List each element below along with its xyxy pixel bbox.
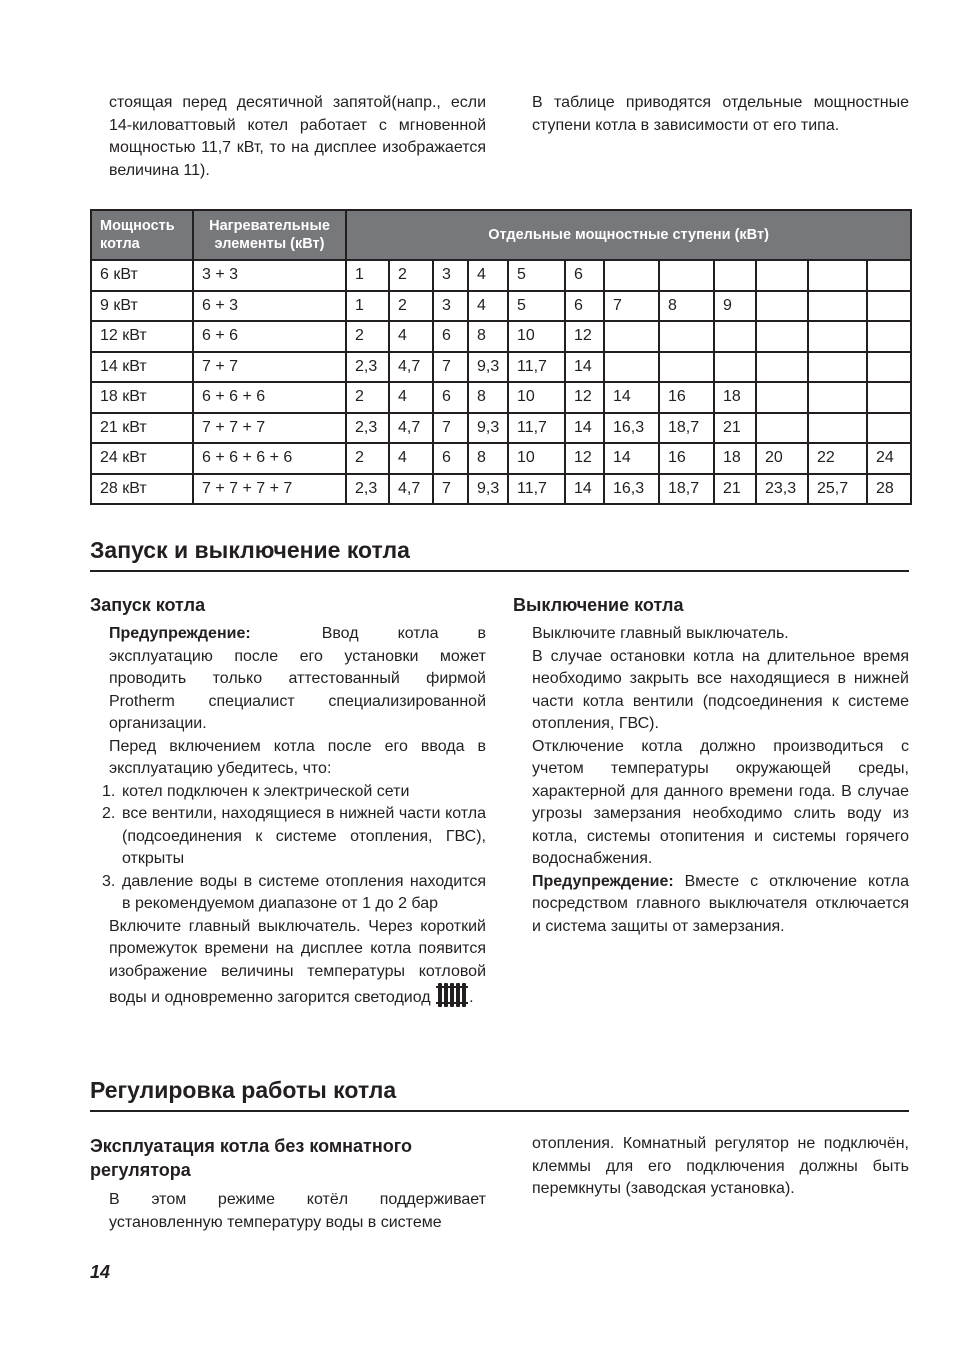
cell-step — [867, 382, 911, 413]
cell-step: 24 — [867, 443, 911, 474]
regulation-left-text: В этом режиме котёл поддерживает установленную температуру воды в системе — [109, 1191, 486, 1231]
cell-step: 4 — [468, 291, 508, 322]
stop-p1: Выключите главный выключатель. — [532, 625, 789, 642]
table-header-row — [91, 210, 911, 260]
cell-step: 16,3 — [604, 474, 659, 505]
warning-text: Ввод котла в эксплуатацию после его установки может проводить только аттестованный фирмой Protherm специалист специализированной организации. — [109, 625, 487, 732]
header-elements: Нагревательные элементы (кВт) — [193, 210, 346, 260]
cell-elements: 7 + 7 — [193, 352, 346, 383]
cell-step — [808, 260, 867, 291]
cell-power: 6 кВт — [91, 260, 193, 291]
cell-step: 18 — [714, 382, 756, 413]
cell-step: 1 — [346, 291, 389, 322]
cell-step — [756, 260, 808, 291]
cell-step — [659, 260, 714, 291]
cell-step: 14 — [604, 443, 659, 474]
cell-step: 5 — [508, 260, 565, 291]
warning-text: Вместе с отключение котла посредством главного выключателя отключается и система защиты от замерзания. — [532, 872, 909, 935]
cell-step: 8 — [468, 382, 508, 413]
header-power: Мощность котла — [91, 210, 193, 260]
cell-step: 4 — [468, 260, 508, 291]
page-number: 14 — [90, 1262, 111, 1282]
cell-step — [714, 321, 756, 352]
cell-step: 12 — [565, 321, 604, 352]
cell-step: 9 — [714, 291, 756, 322]
cell-step: 28 — [867, 474, 911, 505]
cell-step: 4 — [389, 382, 433, 413]
cell-step: 8 — [468, 321, 508, 352]
cell-elements: 3 + 3 — [193, 260, 346, 291]
cell-step: 10 — [508, 382, 565, 413]
cell-power: 14 кВт — [91, 352, 193, 383]
cell-step: 10 — [508, 321, 565, 352]
table-row — [91, 352, 911, 383]
cell-step: 9,3 — [468, 474, 508, 505]
cell-step — [756, 321, 808, 352]
cell-elements: 7 + 7 + 7 — [193, 413, 346, 444]
stop-content — [532, 623, 909, 938]
cell-step: 16 — [659, 443, 714, 474]
cell-step: 4 — [389, 443, 433, 474]
cell-step: 10 — [508, 443, 565, 474]
cell-step: 8 — [468, 443, 508, 474]
cell-step: 6 — [565, 291, 604, 322]
cell-step — [659, 321, 714, 352]
cell-step: 4,7 — [389, 413, 433, 444]
cell-step: 4 — [389, 321, 433, 352]
cell-power: 12 кВт — [91, 321, 193, 352]
cell-step — [867, 352, 911, 383]
cell-step: 4,7 — [389, 352, 433, 383]
section-title-start-stop: Запуск и выключение котла — [90, 537, 410, 563]
cell-step: 18 — [714, 443, 756, 474]
start-final-text: Включите главный выключатель. Через короткий промежуток времени на дисплее котла появится изображение величины температуры котловой воды и одновременно загорится светодиод . — [109, 916, 486, 1015]
cell-step — [756, 413, 808, 444]
radiator-icon — [436, 983, 468, 1015]
cell-step: 7 — [604, 291, 659, 322]
start-content — [102, 623, 487, 1015]
cell-step — [808, 352, 867, 383]
cell-step: 2 — [346, 443, 389, 474]
cell-step: 6 — [565, 260, 604, 291]
header-steps: Отдельные мощностные ступени (кВт) — [346, 210, 911, 260]
table-row — [91, 291, 911, 322]
cell-step: 14 — [604, 382, 659, 413]
section-title-regulation: Регулировка работы котла — [90, 1077, 397, 1103]
cell-step: 14 — [565, 474, 604, 505]
intro-left-text: стоящая перед десятичной запятой(напр., если 14-киловаттовый котел работает с мгновенной мощностью 11,7 кВт, то на дисплее изображается величина 11). — [109, 94, 486, 179]
cell-step — [867, 413, 911, 444]
cell-step: 6 — [433, 321, 468, 352]
cell-step: 1 — [346, 260, 389, 291]
cell-step — [659, 352, 714, 383]
cell-elements: 6 + 6 + 6 + 6 — [193, 443, 346, 474]
cell-step: 6 — [433, 382, 468, 413]
cell-step: 2,3 — [346, 352, 389, 383]
cell-step: 9,3 — [468, 413, 508, 444]
stop-title: Выключение котла — [513, 595, 684, 615]
cell-step: 2,3 — [346, 474, 389, 505]
cell-step: 5 — [508, 291, 565, 322]
cell-step — [756, 382, 808, 413]
table-row — [91, 382, 911, 413]
table-row — [91, 474, 911, 505]
cell-power: 18 кВт — [91, 382, 193, 413]
cell-step — [808, 321, 867, 352]
cell-power: 9 кВт — [91, 291, 193, 322]
cell-step: 11,7 — [508, 413, 565, 444]
cell-step — [867, 260, 911, 291]
cell-step: 2 — [389, 291, 433, 322]
start-warning — [109, 623, 486, 736]
cell-step: 6 — [433, 443, 468, 474]
cell-step: 2 — [389, 260, 433, 291]
section-divider — [90, 1110, 909, 1112]
cell-step — [604, 352, 659, 383]
cell-step: 3 — [433, 291, 468, 322]
warning-label: Предупреждение: — [109, 625, 251, 642]
check-list — [102, 781, 486, 916]
cell-step: 12 — [565, 443, 604, 474]
stop-p2: В случае остановки котла на длительное время необходимо закрыть все находящиеся в нижней части котла вентили (подсоединения к системе отопления, ГВС). — [532, 647, 909, 732]
cell-step: 3 — [433, 260, 468, 291]
section-divider — [90, 570, 909, 572]
table-row — [91, 413, 911, 444]
cell-step: 4,7 — [389, 474, 433, 505]
stop-p3: Отключение котла должно производиться с учетом температуры окружающей среды, характерной для данного времени года. В случае угрозы замерзания необходимо слить воду из котла, системы отопитения и системы горячего водоснабжения. — [532, 737, 909, 867]
table-row — [91, 260, 911, 291]
cell-step: 9,3 — [468, 352, 508, 383]
stop-warning — [532, 871, 909, 939]
power-steps-table — [90, 209, 912, 505]
cell-step: 18,7 — [659, 474, 714, 505]
cell-step — [867, 291, 911, 322]
cell-step — [808, 413, 867, 444]
cell-step: 7 — [433, 413, 468, 444]
cell-step: 16 — [659, 382, 714, 413]
cell-step: 2 — [346, 321, 389, 352]
check-intro: Перед включением котла после его ввода в эксплуатацию убедитесь, что: — [109, 737, 486, 777]
intro-right-text: В таблице приводятся отдельные мощностные ступени котла в зависимости от его типа. — [532, 94, 909, 134]
cell-elements: 7 + 7 + 7 + 7 — [193, 474, 346, 505]
cell-step: 25,7 — [808, 474, 867, 505]
cell-step — [808, 291, 867, 322]
cell-step: 21 — [714, 413, 756, 444]
cell-elements: 6 + 6 + 6 — [193, 382, 346, 413]
cell-step: 11,7 — [508, 352, 565, 383]
cell-step — [756, 291, 808, 322]
cell-power: 24 кВт — [91, 443, 193, 474]
list-item: 3. давление воды в системе отопления находится в рекомендуемом диапазоне от 1 до 2 бар — [102, 872, 486, 912]
cell-step — [808, 382, 867, 413]
cell-step: 18,7 — [659, 413, 714, 444]
cell-step: 7 — [433, 474, 468, 505]
cell-step — [714, 260, 756, 291]
cell-step: 2 — [346, 382, 389, 413]
cell-step: 12 — [565, 382, 604, 413]
cell-step — [604, 321, 659, 352]
cell-step: 21 — [714, 474, 756, 505]
cell-step: 14 — [565, 413, 604, 444]
regulation-right-text: отопления. Комнатный регулятор не подключён, клеммы для его подключения должны быть перемкнуты (заводская установка). — [532, 1135, 909, 1197]
cell-elements: 6 + 3 — [193, 291, 346, 322]
cell-power: 21 кВт — [91, 413, 193, 444]
cell-step — [604, 260, 659, 291]
no-room-regulator-title: Эксплуатация котла без комнатного регулятора — [90, 1136, 412, 1180]
cell-step: 8 — [659, 291, 714, 322]
cell-step — [714, 352, 756, 383]
table-row — [91, 443, 911, 474]
table-body — [91, 260, 911, 504]
cell-step — [756, 352, 808, 383]
cell-step: 23,3 — [756, 474, 808, 505]
cell-step: 7 — [433, 352, 468, 383]
cell-step: 11,7 — [508, 474, 565, 505]
list-item: 1. котел подключен к электрической сети — [102, 782, 410, 800]
cell-step: 16,3 — [604, 413, 659, 444]
cell-step: 20 — [756, 443, 808, 474]
cell-step — [867, 321, 911, 352]
cell-power: 28 кВт — [91, 474, 193, 505]
start-title: Запуск котла — [90, 595, 206, 615]
cell-step: 22 — [808, 443, 867, 474]
warning-label: Предупреждение: — [532, 872, 674, 890]
cell-elements: 6 + 6 — [193, 321, 346, 352]
cell-step: 2,3 — [346, 413, 389, 444]
cell-step: 14 — [565, 352, 604, 383]
list-item: 2. все вентили, находящиеся в нижней части котла (подсоединения к системе отопления, ГВС), открыты — [102, 805, 486, 867]
table-row — [91, 321, 911, 352]
